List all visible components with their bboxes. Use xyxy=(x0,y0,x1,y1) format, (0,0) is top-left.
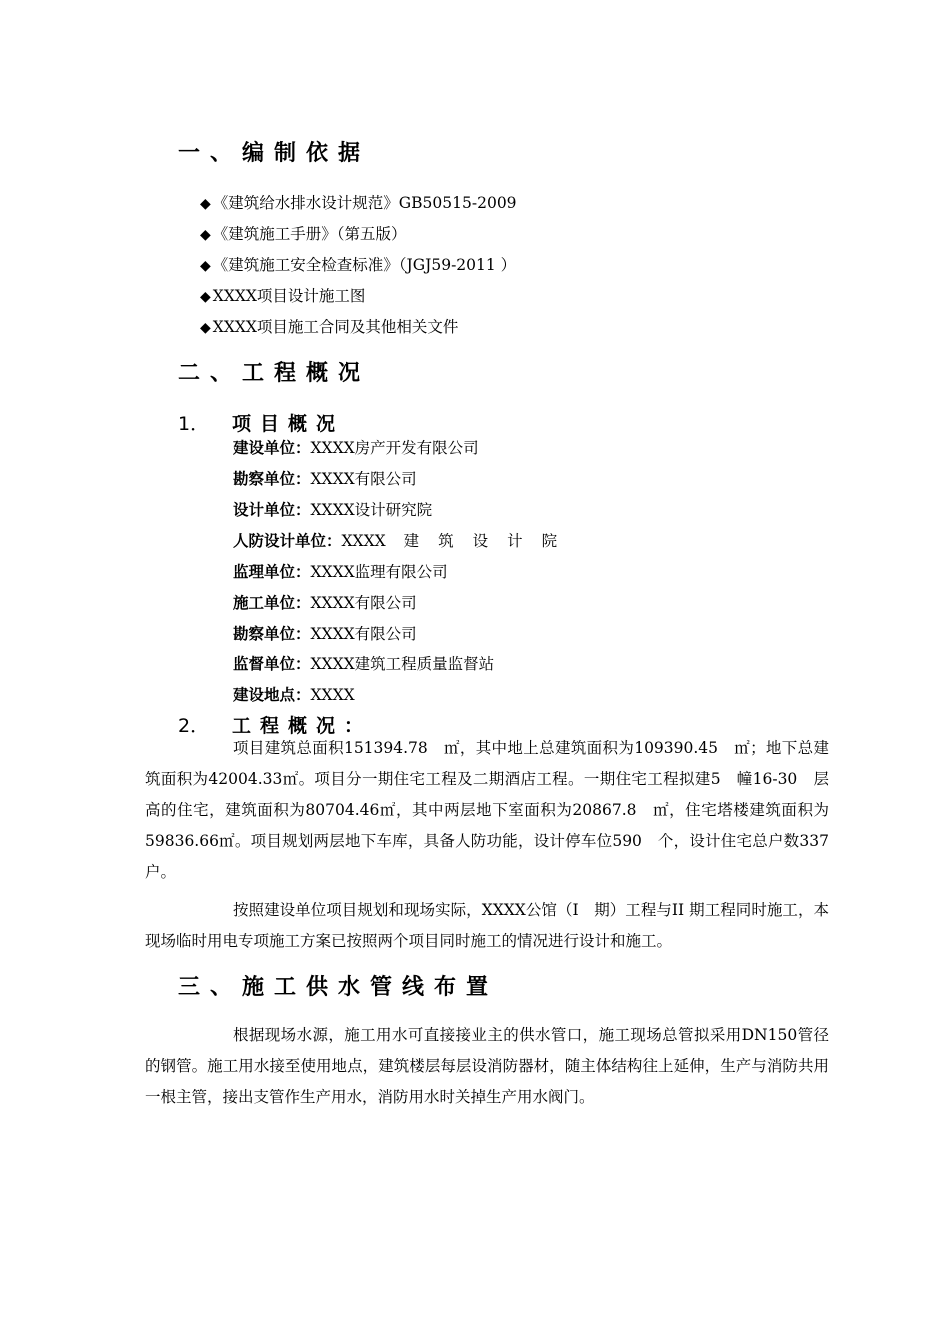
info-key: 建设地点： xyxy=(233,686,311,704)
subsection-title: 项目概况 xyxy=(232,413,345,435)
info-key: 监督单位： xyxy=(233,655,311,673)
reference-text: 《建筑施工安全检查标准》（JGJ59-2011 ） xyxy=(212,256,517,274)
diamond-bullet-icon: ◆ xyxy=(200,289,211,305)
reference-text: 《建筑给水排水设计规范》GB50515-2009 xyxy=(212,194,517,212)
subsection-title: 工程概况： xyxy=(232,715,373,737)
reference-item xyxy=(200,315,458,337)
diamond-bullet-icon: ◆ xyxy=(200,196,211,212)
project-info-row xyxy=(233,683,355,705)
info-key: 监理单位： xyxy=(233,563,311,581)
reference-text: XXXX项目施工合同及其他相关文件 xyxy=(212,318,459,336)
diamond-bullet-icon: ◆ xyxy=(200,227,211,243)
info-key: 建设单位： xyxy=(233,439,311,457)
info-key: 勘察单位： xyxy=(233,625,311,643)
project-overview-paragraph: 项目建筑总面积151394.78 ㎡，其中地上总建筑面积为109390.45 ㎡；地下总建筑面积为42004.33㎡。项目分一期住宅工程及二期酒店工程。一期住宅工程拟建5 幢16-30 层高的住宅，建筑面积为80704.46㎡，其中两层地下室面积为20867.8 ㎡，住宅塔楼建筑面积为59836.66㎡。项目规划两层地下车库，具备人防功能，设计停车位590 个，设计住宅总户数337 户。 xyxy=(145,739,845,881)
section-1-heading: 一、编制依据 xyxy=(178,141,371,166)
project-info-row xyxy=(233,467,417,489)
info-value-spaced: 建筑设计院 xyxy=(403,532,577,550)
reference-item xyxy=(200,284,365,306)
reference-item xyxy=(200,222,407,244)
info-key: 勘察单位： xyxy=(233,470,311,488)
section-2-heading: 二、工程概况 xyxy=(178,361,371,386)
project-info-row xyxy=(233,560,448,582)
reference-item xyxy=(200,191,517,213)
info-value: XXXX建筑工程质量监督站 xyxy=(310,655,495,673)
info-key: 人防设计单位： xyxy=(233,532,342,550)
project-info-row xyxy=(233,652,494,674)
subsection-number: 1． xyxy=(178,413,210,435)
construction-plan-paragraph: 按照建设单位项目规划和现场实际，XXXX公馆（I 期）工程与II 期工程同时施工，本现场临时用电专项施工方案已按照两个项目同时施工的情况进行设计和施工。 xyxy=(145,901,829,950)
project-info-row xyxy=(233,622,417,644)
diamond-bullet-icon: ◆ xyxy=(200,258,211,274)
info-value: XXXX房产开发有限公司 xyxy=(310,439,479,457)
subsection-1-heading xyxy=(178,409,344,436)
info-value: XXXX有限公司 xyxy=(310,625,417,643)
project-info-row xyxy=(233,498,432,520)
info-value: XXXX xyxy=(310,686,355,704)
project-info-row xyxy=(233,529,576,551)
water-supply-paragraph: 根据现场水源，施工用水可直接接业主的供水管口，施工现场总管拟采用DN150管径的钢管。施工用水接至使用地点，建筑楼层每层设消防器材，随主体结构往上延伸，生产与消防共用一根主管，接出支管作生产用水，消防用水时关掉生产用水阀门。 xyxy=(145,1026,829,1106)
reference-text: XXXX项目设计施工图 xyxy=(212,287,366,305)
reference-item xyxy=(200,253,516,275)
section-3-heading: 三、施工供水管线布置 xyxy=(178,975,499,1000)
info-key: 施工单位： xyxy=(233,594,311,612)
info-value: XXXX有限公司 xyxy=(310,470,417,488)
subsection-number: 2． xyxy=(178,715,210,737)
project-info-row xyxy=(233,436,479,458)
info-value: XXXX设计研究院 xyxy=(310,501,433,519)
info-value: XXXX监理有限公司 xyxy=(310,563,448,581)
info-value: XXXX xyxy=(341,532,386,550)
reference-text: 《建筑施工手册》（第五版） xyxy=(212,225,407,243)
info-key: 设计单位： xyxy=(233,501,311,519)
info-value: XXXX有限公司 xyxy=(310,594,417,612)
diamond-bullet-icon: ◆ xyxy=(200,320,211,336)
project-info-row xyxy=(233,591,417,613)
